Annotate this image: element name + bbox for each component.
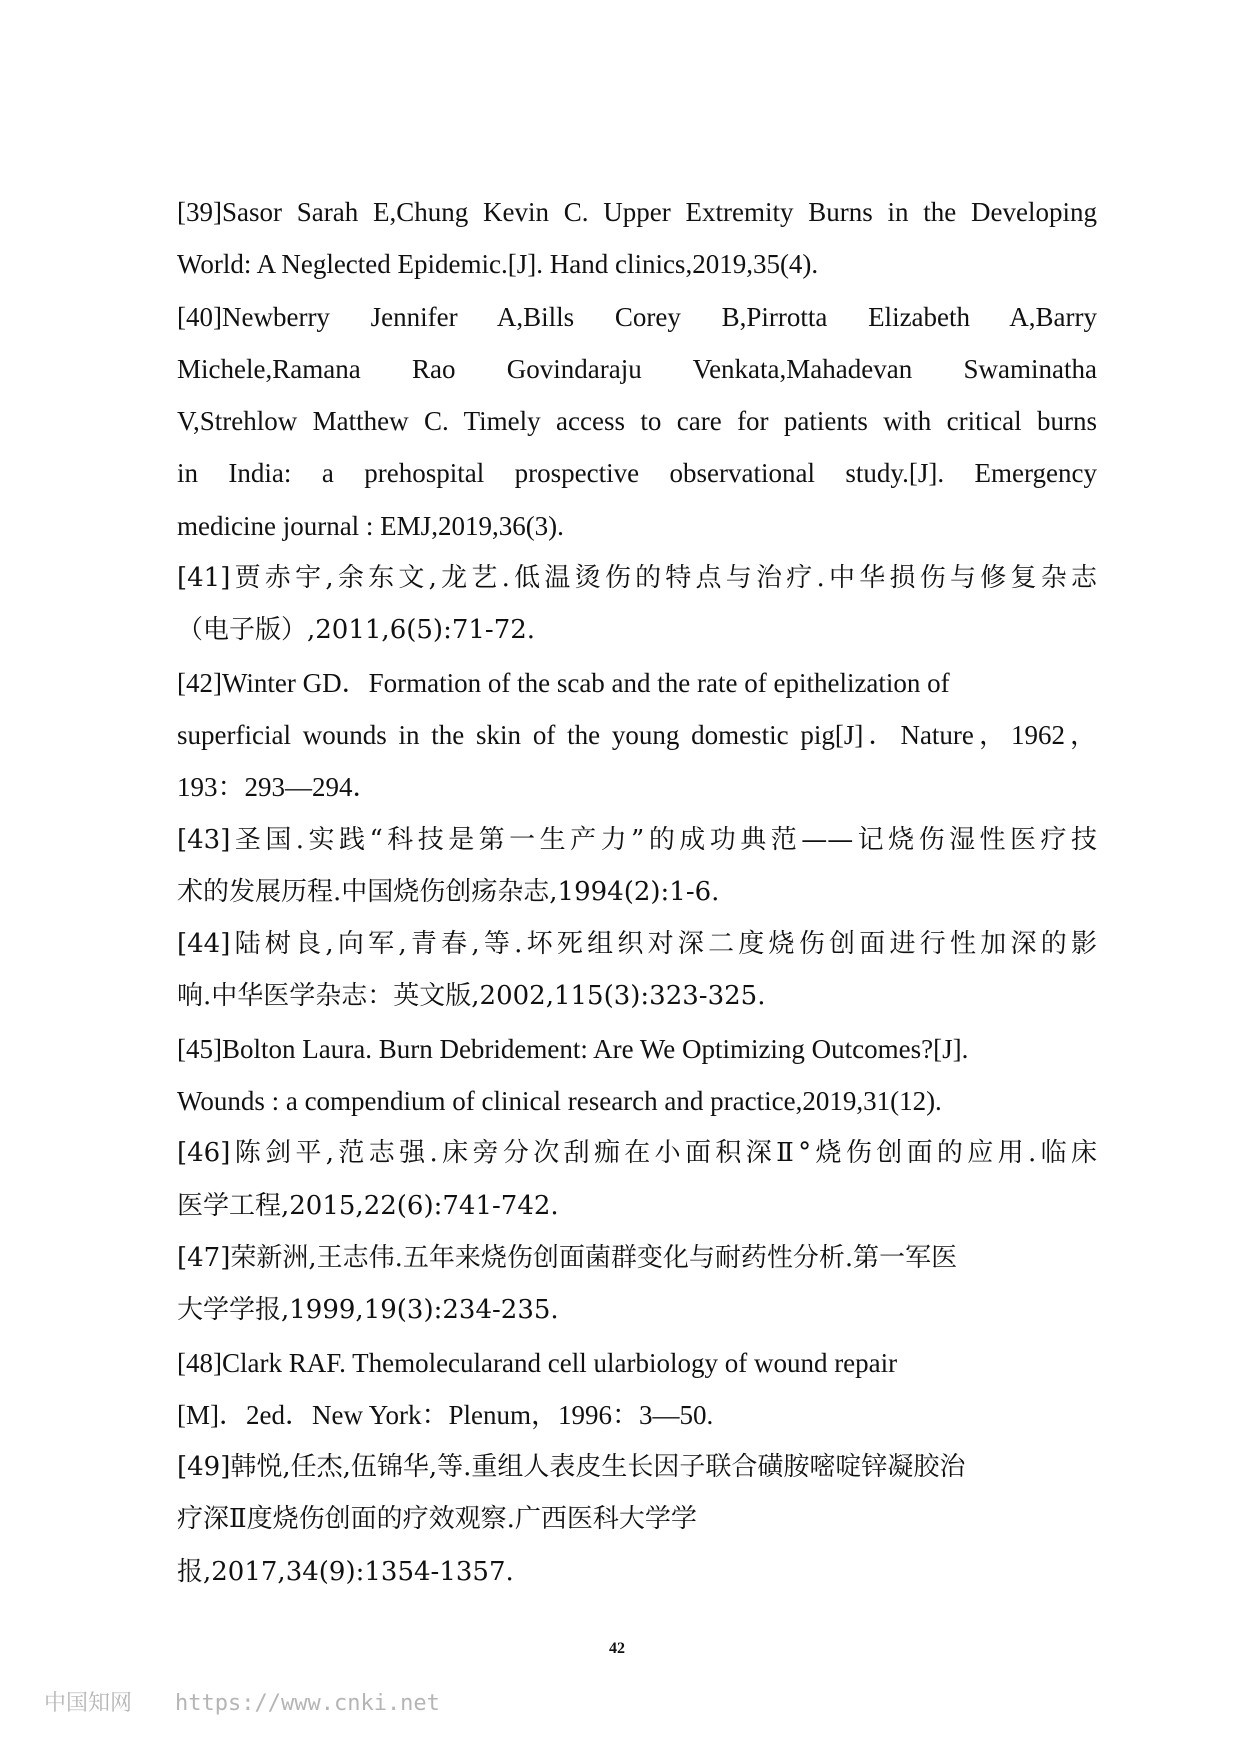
footer-brand: 中国知网: [44, 1691, 133, 1716]
reference-entry: [177, 1023, 1097, 1128]
reference-line: superficial wounds in the skin of the young domestic pig[J]．Nature，1962，: [177, 719, 1097, 750]
reference-line: [44]陆树良,向军,青春,等.坏死组织对深二度烧伤创面进行性加深的影: [177, 929, 1097, 960]
reference-line: 医学工程,2015,22(6):741-742.: [177, 1190, 559, 1221]
reference-line: [M]．2ed．New York：Plenum，1996：3—50.: [177, 1399, 714, 1430]
reference-entry: [177, 1337, 1097, 1442]
reference-line: medicine journal : EMJ,2019,36(3).: [177, 510, 564, 541]
reference-line: 报,2017,34(9):1354-1357.: [177, 1556, 514, 1587]
reference-line: [39]Sasor Sarah E,Chung Kevin C. Upper Extremity Burns in the Developing: [177, 197, 1097, 227]
reference-entry: [177, 1232, 1097, 1337]
reference-entry: [177, 814, 1097, 919]
reference-entry: [177, 186, 1097, 291]
reference-entry: [177, 1441, 1097, 1598]
reference-line: 响.中华医学杂志：英文版,2002,115(3):323-325.: [177, 981, 766, 1012]
reference-line: 疗深Ⅱ度烧伤创面的疗效观察.广西医科大学学: [177, 1504, 697, 1535]
reference-line: [49]韩悦,任杰,伍锦华,等.重组人表皮生长因子联合磺胺嘧啶锌凝胶治: [177, 1452, 966, 1483]
watermark-footer: [44, 1686, 440, 1717]
reference-entry: [177, 657, 1097, 814]
reference-list: [177, 186, 1097, 1598]
footer-url: https://www.cnki.net: [175, 1691, 440, 1716]
reference-line: [43]圣国.实践“科技是第一生产力”的成功典范——记烧伤湿性医疗技: [177, 824, 1097, 855]
reference-line: [46]陈剑平,范志强.床旁分次刮痂在小面积深Ⅱ°烧伤创面的应用.临床: [177, 1138, 1097, 1169]
reference-entry: [177, 1127, 1097, 1232]
reference-entry: [177, 552, 1097, 657]
reference-line: [47]荣新洲,王志伟.五年来烧伤创面菌群变化与耐药性分析.第一军医: [177, 1242, 958, 1273]
reference-line: [48]Clark RAF. Themolecularand cell ularbiology of wound repair: [177, 1347, 898, 1378]
reference-entry: [177, 918, 1097, 1023]
reference-line: V,Strehlow Matthew C. Timely access to care for patients with critical burns: [177, 406, 1097, 437]
reference-line: World: A Neglected Epidemic.[J]. Hand clinics,2019,35(4).: [177, 249, 819, 280]
reference-entry: [177, 291, 1097, 552]
reference-line: （电子版）,2011,6(5):71-72.: [177, 615, 536, 646]
reference-line: 193：293—294．: [177, 772, 380, 803]
reference-line: [41]贾赤宇,余东文,龙艺.低温烫伤的特点与治疗.中华损伤与修复杂志: [177, 563, 1097, 594]
reference-line: 大学学报,1999,19(3):234-235.: [177, 1295, 559, 1326]
reference-line: [40]Newberry Jennifer A,Bills Corey B,Pirrotta Elizabeth A,Barry: [177, 301, 1097, 332]
reference-line: [42]Winter GD．Formation of the scab and the rate of epithelization of: [177, 667, 950, 698]
reference-line: in India: a prehospital prospective observational study.[J]. Emergency: [177, 458, 1097, 489]
reference-line: Wounds : a compendium of clinical research and practice,2019,31(12).: [177, 1086, 942, 1117]
reference-line: [45]Bolton Laura. Burn Debridement: Are We Optimizing Outcomes?[J].: [177, 1033, 969, 1064]
reference-line: 术的发展历程.中国烧伤创疡杂志,1994(2):1-6.: [177, 876, 720, 907]
page-number: 42: [609, 1640, 625, 1657]
reference-line: Michele,Ramana Rao Govindaraju Venkata,Mahadevan Swaminatha: [177, 353, 1097, 384]
